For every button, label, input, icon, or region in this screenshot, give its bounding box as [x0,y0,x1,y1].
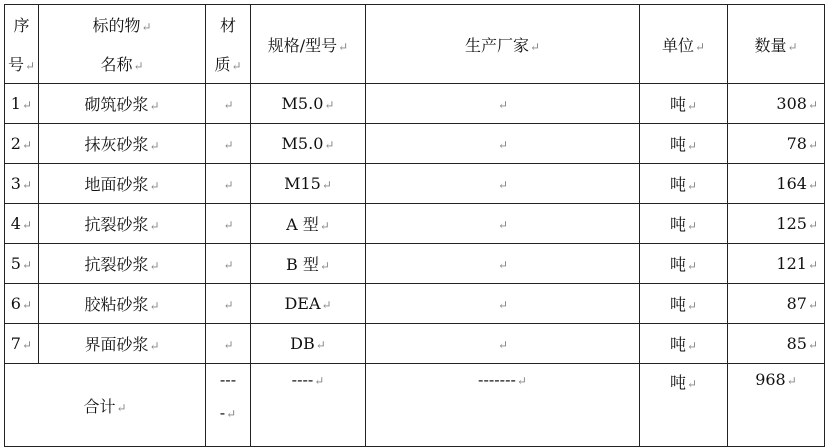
row-name: 界面砂浆↵ [39,324,206,364]
row-qty: 164↵ [728,164,825,204]
row-material: ↵ [206,244,251,284]
row-seq: 7↵ [5,324,39,364]
header-manufacturer: 生产厂家↵ [366,5,640,84]
row-seq: 4↵ [5,204,39,244]
row-spec: A 型↵ [251,204,366,244]
row-unit: 吨↵ [640,324,728,364]
row-name: 砌筑砂浆↵ [39,84,206,124]
table-row [5,124,825,164]
table-row [5,324,825,364]
row-unit: 吨↵ [640,204,728,244]
row-seq: 3↵ [5,164,39,204]
row-manufacturer: ↵ [366,164,640,204]
row-seq: 1↵ [5,84,39,124]
table-row [5,244,825,284]
header-qty: 数量↵ [728,5,825,84]
materials-table [4,4,825,447]
row-material: ↵ [206,284,251,324]
row-seq: 5↵ [5,244,39,284]
row-manufacturer: ↵ [366,84,640,124]
row-material: ↵ [206,84,251,124]
rows-body [5,84,825,364]
row-name: 抹灰砂浆↵ [39,124,206,164]
row-manufacturer: ↵ [366,324,640,364]
row-unit: 吨↵ [640,244,728,284]
total-spec: ----↵ [251,364,366,447]
row-spec: B 型↵ [251,244,366,284]
row-spec: M5.0↵ [251,124,366,164]
row-spec: M5.0↵ [251,84,366,124]
table-row [5,284,825,324]
total-manufacturer: -------↵ [366,364,640,447]
row-unit: 吨↵ [640,124,728,164]
row-manufacturer: ↵ [366,244,640,284]
header-name: 标的物↵ 名称↵ [39,5,206,84]
table-row [5,204,825,244]
header-row [5,5,825,84]
row-name: 胶粘砂浆↵ [39,284,206,324]
row-unit: 吨↵ [640,164,728,204]
row-qty: 308↵ [728,84,825,124]
row-qty: 87↵ [728,284,825,324]
row-spec: M15↵ [251,164,366,204]
row-qty: 85↵ [728,324,825,364]
row-material: ↵ [206,324,251,364]
total-qty: 968↵ [728,364,825,447]
row-qty: 78↵ [728,124,825,164]
header-seq: 序 号↵ [5,5,39,84]
row-material: ↵ [206,124,251,164]
row-spec: DEA↵ [251,284,366,324]
row-seq: 6↵ [5,284,39,324]
row-name: 抗裂砂浆↵ [39,244,206,284]
row-name: 地面砂浆↵ [39,164,206,204]
total-material: --- -↵ [206,364,251,447]
total-label: 合计↵ [5,364,206,447]
header-spec: 规格/型号↵ [251,5,366,84]
row-seq: 2↵ [5,124,39,164]
row-name: 抗裂砂浆↵ [39,204,206,244]
row-spec: DB↵ [251,324,366,364]
row-unit: 吨↵ [640,84,728,124]
header-material: 材 质↵ [206,5,251,84]
header-unit: 单位↵ [640,5,728,84]
row-material: ↵ [206,164,251,204]
row-qty: 121↵ [728,244,825,284]
table-row [5,164,825,204]
row-manufacturer: ↵ [366,284,640,324]
row-unit: 吨↵ [640,284,728,324]
total-unit: 吨↵ [640,364,728,447]
total-row [5,364,825,447]
row-qty: 125↵ [728,204,825,244]
table-row [5,84,825,124]
row-manufacturer: ↵ [366,204,640,244]
row-material: ↵ [206,204,251,244]
row-manufacturer: ↵ [366,124,640,164]
